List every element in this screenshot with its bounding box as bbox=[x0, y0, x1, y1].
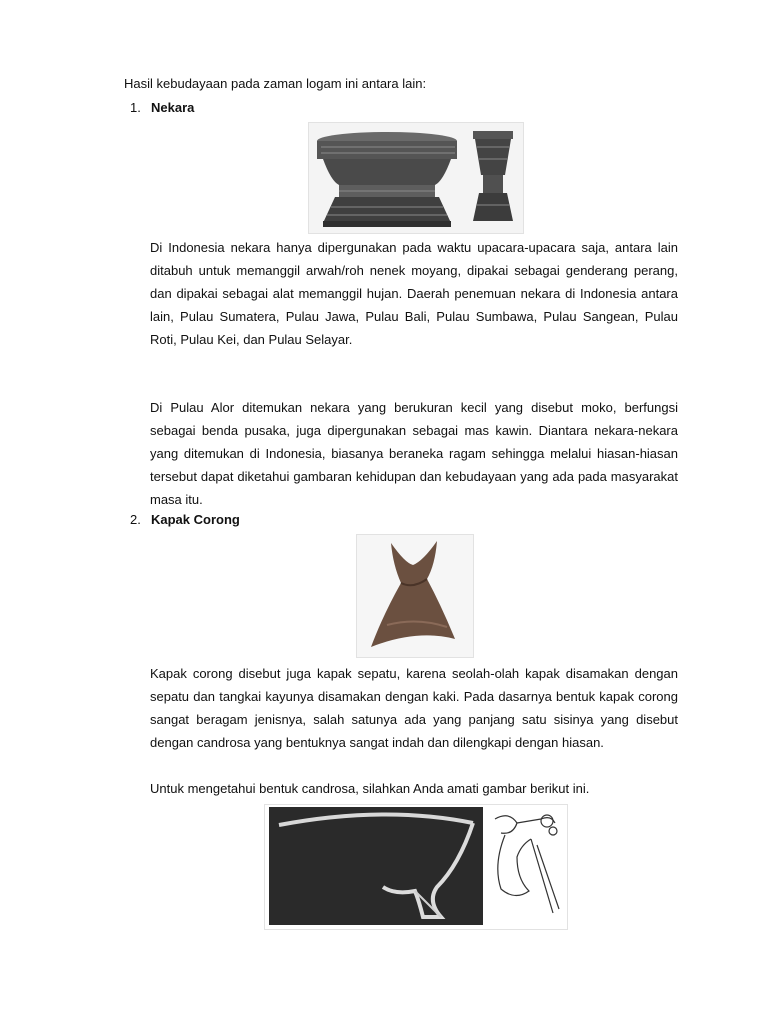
nekara-image bbox=[308, 122, 524, 234]
nekara-paragraph-2: Di Pulau Alor ditemukan nekara yang berukuran kecil yang disebut moko, berfungsi sebagai benda pusaka, juga dipergunakan sebagai mas kawin. Diantara nekara-nekara yang ditemukan di Indonesia, biasanya beraneka ragam sehingga melalui hiasan-hiasan tersebut dapat diketahui gambaran kehidupan dan kebudayaan yang ada pada masyarakat masa itu. bbox=[150, 400, 678, 507]
intro-text: Hasil kebudayaan pada zaman logam ini antara lain: bbox=[124, 76, 427, 91]
list-number-1: 1. bbox=[130, 100, 141, 115]
kapak-paragraph-2: Untuk mengetahui bentuk candrosa, silahkan Anda amati gambar berikut ini. bbox=[150, 781, 590, 796]
section-title-kapak-corong: Kapak Corong bbox=[151, 512, 240, 527]
kapak-corong-image bbox=[356, 534, 474, 658]
section-title-nekara: Nekara bbox=[151, 100, 195, 115]
nekara-paragraph-1: Di Indonesia nekara hanya dipergunakan pada waktu upacara-upacara saja, antara lain ditabuh untuk memanggil arwah/roh nenek moyang, dipakai sebagai genderang perang, dan dipakai sebagai alat memanggil hujan. Daerah penemuan nekara di Indonesia antara lain, Pulau Sumatera, Pulau Jawa, Pulau Bali, Pulau Sumbawa, Pulau Sangean, Pulau Roti, Pulau Kei, dan Pulau Selayar. bbox=[150, 240, 678, 347]
list-number-2: 2. bbox=[130, 512, 141, 527]
kapak-paragraph-1: Kapak corong disebut juga kapak sepatu, karena seolah-olah kapak disamakan dengan sepatu dan tangkai kayunya disamakan dengan kaki. Pada dasarnya bentuk kapak corong sangat beragam jenisnya, salah satunya ada yang panjang satu sisinya yang disebut dengan candrosa yang bentuknya sangat indah dan dilengkapi dengan hiasan. bbox=[150, 666, 678, 750]
candrosa-image bbox=[264, 804, 568, 930]
